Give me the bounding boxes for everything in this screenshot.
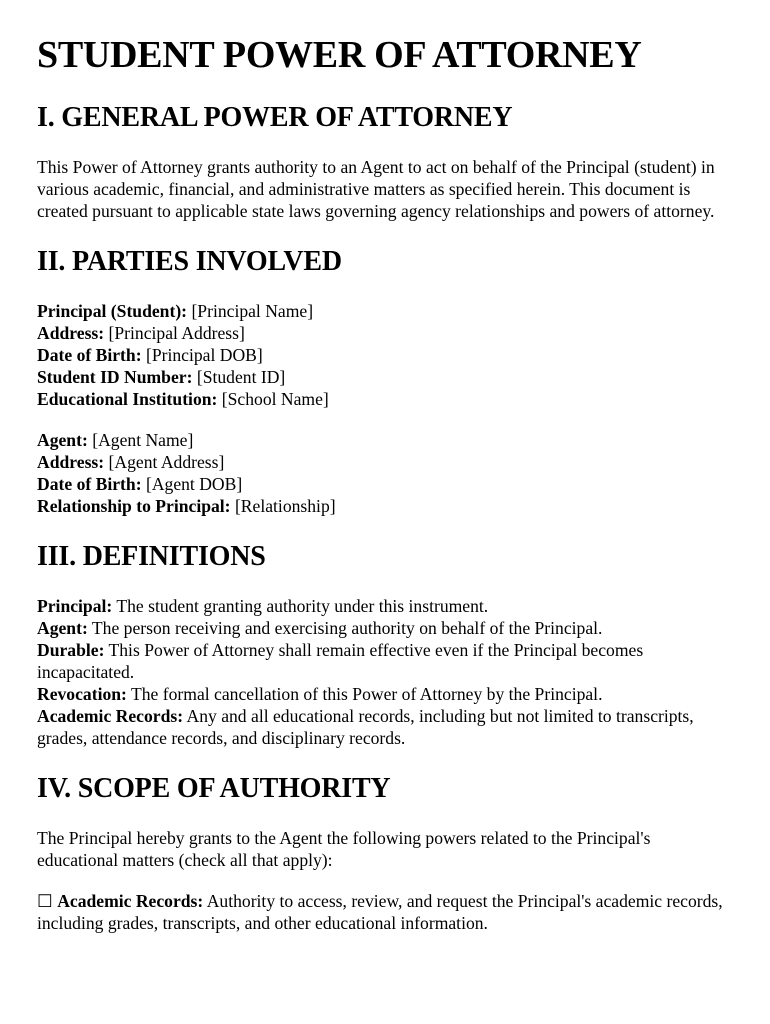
section-heading: IV. SCOPE OF AUTHORITY — [37, 773, 391, 805]
field-label: Agent: — [37, 430, 88, 451]
field-value: [Agent DOB] — [141, 474, 243, 495]
field-label: Educational Institution: — [37, 389, 218, 410]
field-value: [Agent Address] — [104, 452, 225, 473]
scope-option-text: Authority to access, review, and request the Principal's academic records, including grades, transcripts, and other educational information. — [37, 891, 723, 934]
principal-dob-line — [37, 344, 733, 366]
section-heading: III. DEFINITIONS — [37, 541, 266, 573]
definition-text: The formal cancellation of this Power of Attorney by the Principal. — [126, 684, 603, 705]
document-title: STUDENT POWER OF ATTORNEY — [37, 34, 642, 76]
agent-info-block — [37, 429, 733, 517]
section-paragraph: This Power of Attorney grants authority to an Agent to act on behalf of the Principal (student) in various academic, financial, and administrative matters as specified herein. This document is created pursuant to applicable state laws governing agency relationships and powers of attorney. — [37, 156, 715, 221]
agent-name-line — [37, 429, 733, 451]
definition-term: Revocation: — [37, 684, 127, 705]
section-heading: I. GENERAL POWER OF ATTORNEY — [37, 101, 513, 133]
field-label: Date of Birth: — [37, 474, 142, 495]
field-value: [Agent Name] — [87, 430, 194, 451]
definitions-list — [37, 595, 733, 749]
section-general — [37, 102, 733, 222]
section-parties — [37, 246, 733, 517]
field-value: [Principal Address] — [104, 323, 245, 344]
definition-text: This Power of Attorney shall remain effective even if the Principal becomes incapacitated. — [37, 640, 644, 683]
field-value: [Student ID] — [192, 367, 286, 388]
definition-text: The student granting authority under this instrument. — [112, 596, 489, 617]
definition-item — [37, 639, 733, 683]
field-label: Date of Birth: — [37, 345, 142, 366]
agent-address-line — [37, 451, 733, 473]
field-value: [Principal DOB] — [141, 345, 263, 366]
definition-item — [37, 617, 733, 639]
definition-term: Academic Records: — [37, 706, 184, 727]
student-id-line — [37, 366, 733, 388]
section-definitions — [37, 541, 733, 749]
section-scope — [37, 773, 733, 934]
principal-name-line — [37, 300, 733, 322]
definition-term: Agent: — [37, 618, 88, 639]
definition-item — [37, 683, 733, 705]
field-label: Principal (Student): — [37, 301, 188, 322]
scope-option-academic-records — [37, 890, 733, 934]
definition-item — [37, 595, 733, 617]
checkbox-icon[interactable]: ☐ — [37, 891, 53, 912]
field-value: [Relationship] — [230, 496, 336, 517]
scope-intro: The Principal hereby grants to the Agent the following powers related to the Principal's educational matters (check all that apply): — [37, 828, 651, 871]
field-value: [Principal Name] — [187, 301, 314, 322]
section-heading: II. PARTIES INVOLVED — [37, 245, 342, 277]
definition-text: Any and all educational records, including but not limited to transcripts, grades, attendance records, and disciplinary records. — [37, 706, 694, 749]
definition-term: Principal: — [37, 596, 113, 617]
relationship-line — [37, 495, 733, 517]
field-label: Address: — [37, 452, 105, 473]
field-label: Relationship to Principal: — [37, 496, 231, 517]
agent-dob-line — [37, 473, 733, 495]
principal-address-line — [37, 322, 733, 344]
scope-option-label: Academic Records: — [57, 891, 204, 912]
definition-text: The person receiving and exercising authority on behalf of the Principal. — [87, 618, 603, 639]
field-label: Address: — [37, 323, 105, 344]
field-value: [School Name] — [217, 389, 329, 410]
institution-line — [37, 388, 733, 410]
definition-item — [37, 705, 733, 749]
definition-term: Durable: — [37, 640, 105, 661]
field-label: Student ID Number: — [37, 367, 193, 388]
principal-info-block — [37, 300, 733, 410]
